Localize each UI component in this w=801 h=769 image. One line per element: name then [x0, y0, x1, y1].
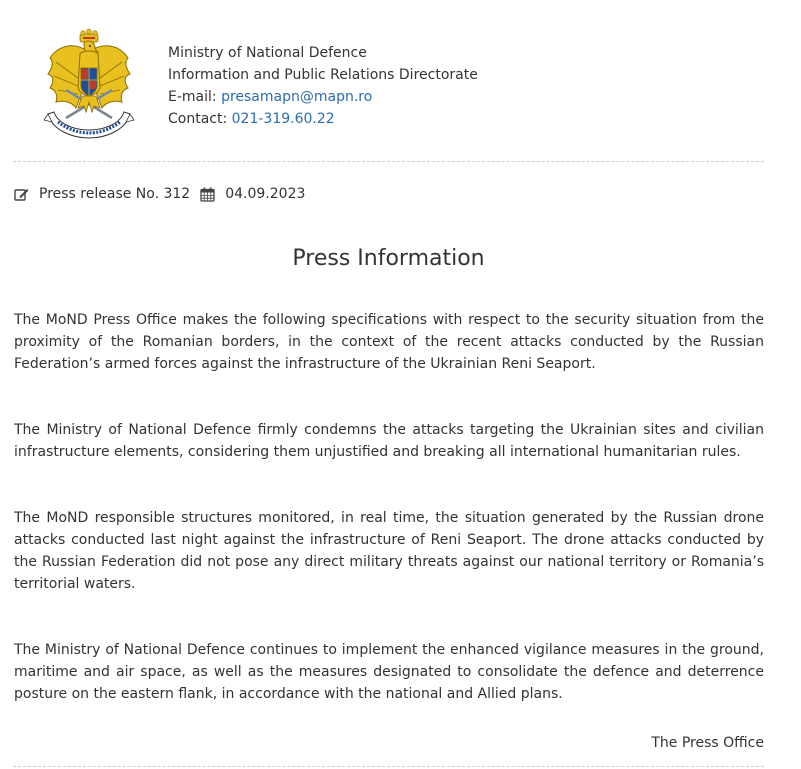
coat-of-arms-eagle-icon: [42, 28, 136, 142]
header-divider: [13, 161, 764, 162]
paragraph-1: The MoND Press Office makes the following specifications with respect to the security situation from the proximity of the Romanian borders, in the context of the recent attacks conducted by the Russian Federation’s armed forces against the infrastructure of the Ukrainian Reni Seaport.: [14, 312, 764, 372]
press-release-number: Press release No. 312: [39, 186, 191, 202]
email-row: [168, 86, 478, 108]
org-name: Ministry of National Defence: [168, 45, 367, 61]
contact-label: Contact:: [168, 111, 232, 127]
paragraph-3: The MoND responsible structures monitored, in real time, the situation generated by the Russian drone attacks conducted last night against the infrastructure of Reni Seaport. The drone attacks conducted by the Russian Federation did not pose any direct military threats against our national territory or Romania’s territorial waters.: [14, 510, 764, 592]
ministry-logo: [42, 28, 136, 142]
page-title: Press Information: [292, 246, 485, 271]
paragraph-2: The Ministry of National Defence firmly condemns the attacks targeting the Ukrainian sites and civilian infrastructure elements, considering them unjustified and breaking all international humanitarian rules.: [14, 422, 764, 460]
email-label: E-mail:: [168, 89, 222, 105]
footer-divider: [13, 766, 764, 767]
signature: The Press Office: [651, 735, 764, 751]
contact-block: [168, 42, 478, 130]
shield-icon: [81, 68, 97, 96]
edit-icon: [14, 187, 29, 202]
department-name: Information and Public Relations Directorate: [168, 67, 478, 83]
press-release-date: 04.09.2023: [225, 186, 306, 202]
crown-icon: [80, 29, 98, 42]
page-header: [0, 0, 801, 160]
press-release-meta: [14, 184, 305, 204]
email-link[interactable]: presamapn@mapn.ro: [221, 89, 373, 105]
phone-link[interactable]: 021-319.60.22: [231, 111, 335, 127]
contact-row: [168, 108, 478, 130]
calendar-icon: [200, 187, 215, 202]
paragraph-4: The Ministry of National Defence continues to implement the enhanced vigilance measures in the ground, maritime and air space, as well as the measures designated to consolidate the defence and deterrence posture on the eastern flank, in accordance with the national and Allied plans.: [14, 642, 764, 702]
